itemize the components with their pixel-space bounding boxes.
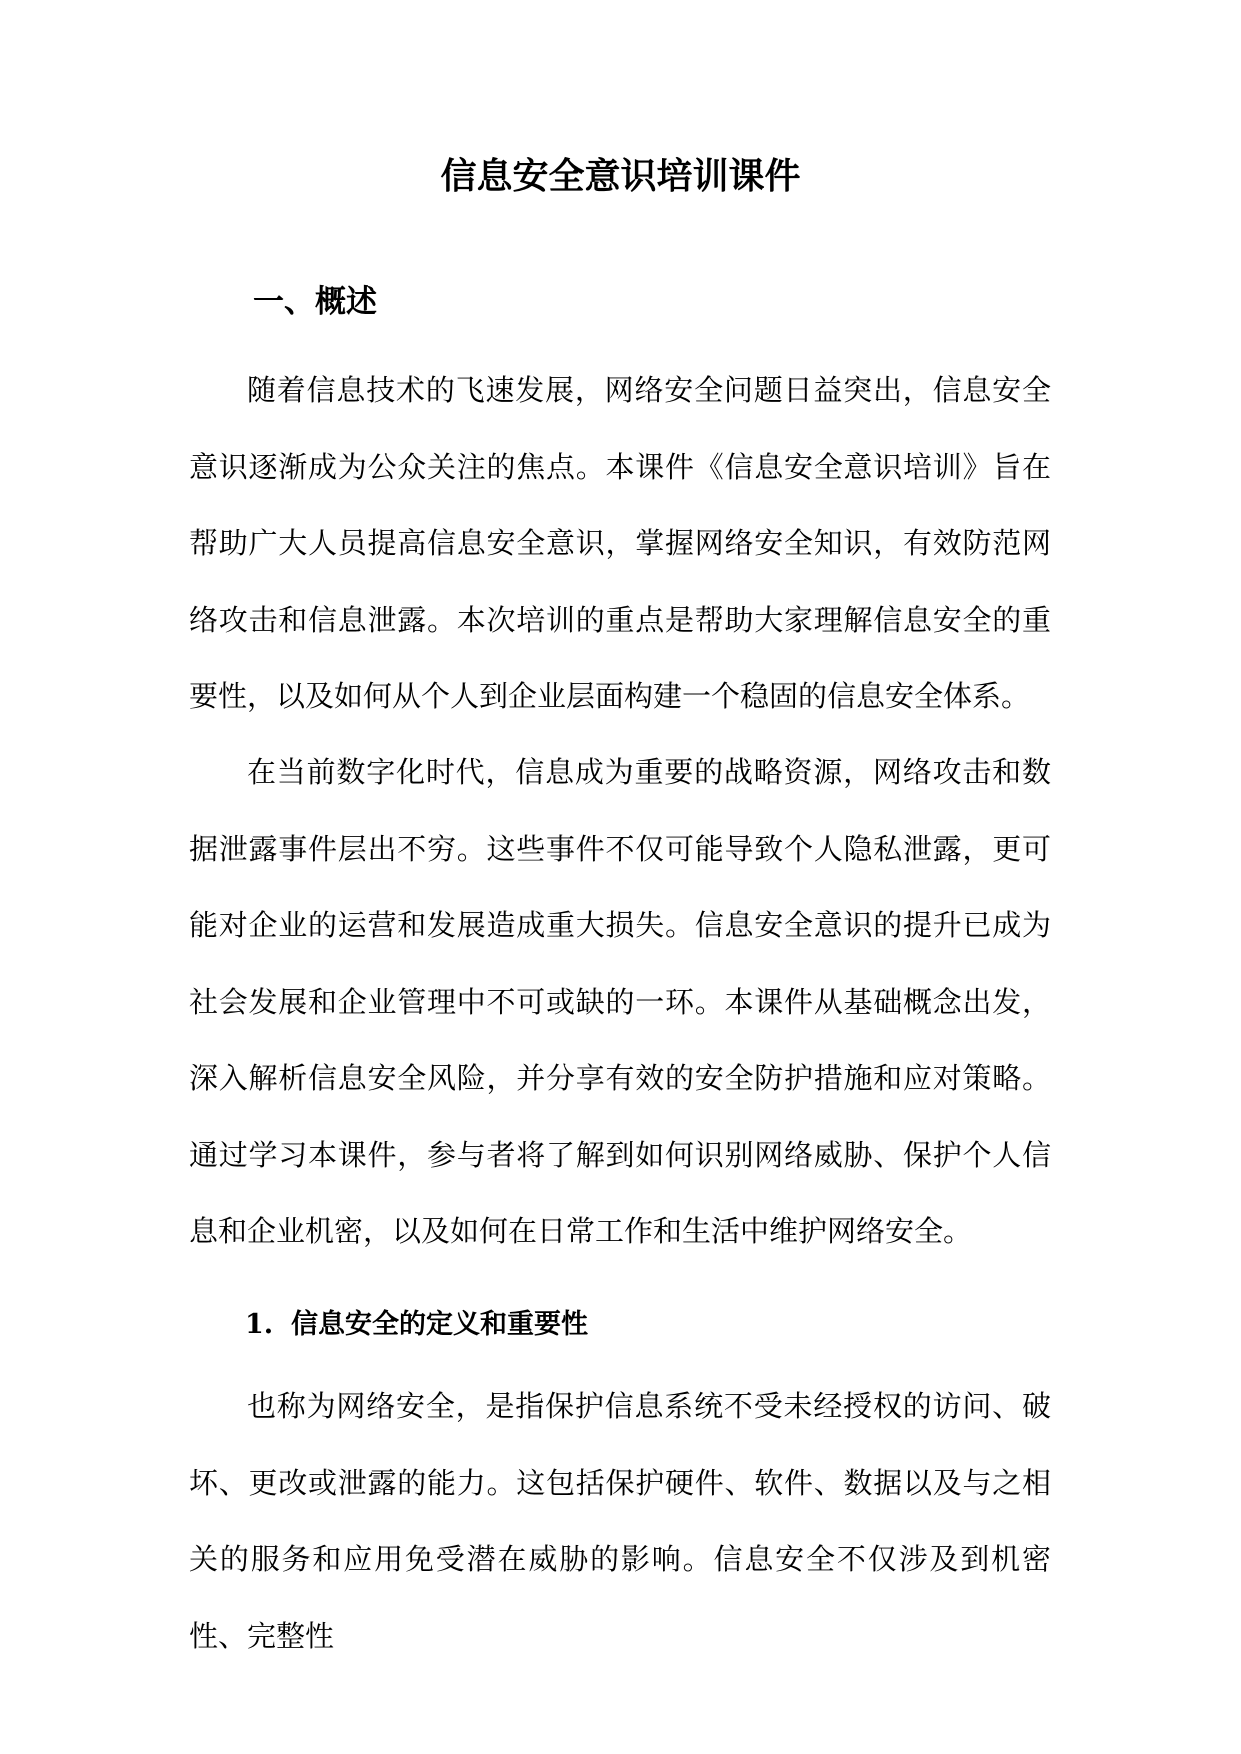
body-paragraph: 随着信息技术的飞速发展，网络安全问题日益突出，信息安全意识逐渐成为公众关注的焦点。本课件《信息安全意识培训》旨在帮助广大人员提高信息安全意识，掌握网络安全知识，有效防范网络攻击和信息泄露。本次培训的重点是帮助大家理解信息安全的重要性，以及如何从个人到企业层面构建一个稳固的信息安全体系。: [189, 373, 1051, 713]
subsection-title: 信息安全的定义和重要性: [291, 1309, 588, 1340]
section-heading-overview: 一、概述: [253, 284, 377, 320]
subsection-number: 1.: [245, 1309, 274, 1340]
body-paragraph: 也称为网络安全，是指保护信息系统不受未经授权的访问、破坏、更改或泄露的能力。这包括保护硬件、软件、数据以及与之相关的服务和应用免受潜在威胁的影响。信息安全不仅涉及到机密性、完整性: [189, 1389, 1051, 1653]
body-paragraph: 在当前数字化时代，信息成为重要的战略资源，网络攻击和数据泄露事件层出不穷。这些事件不仅可能导致个人隐私泄露，更可能对企业的运营和发展造成重大损失。信息安全意识的提升已成为社会发展和企业管理中不可或缺的一环。本课件从基础概念出发，深入解析信息安全风险，并分享有效的安全防护措施和应对策略。通过学习本课件，参与者将了解到如何识别网络威胁、保护个人信息和企业机密，以及如何在日常工作和生活中维护网络安全。: [189, 755, 1051, 1248]
document-title: 信息安全意识培训课件: [440, 155, 801, 197]
subsection-heading: [245, 1305, 588, 1345]
